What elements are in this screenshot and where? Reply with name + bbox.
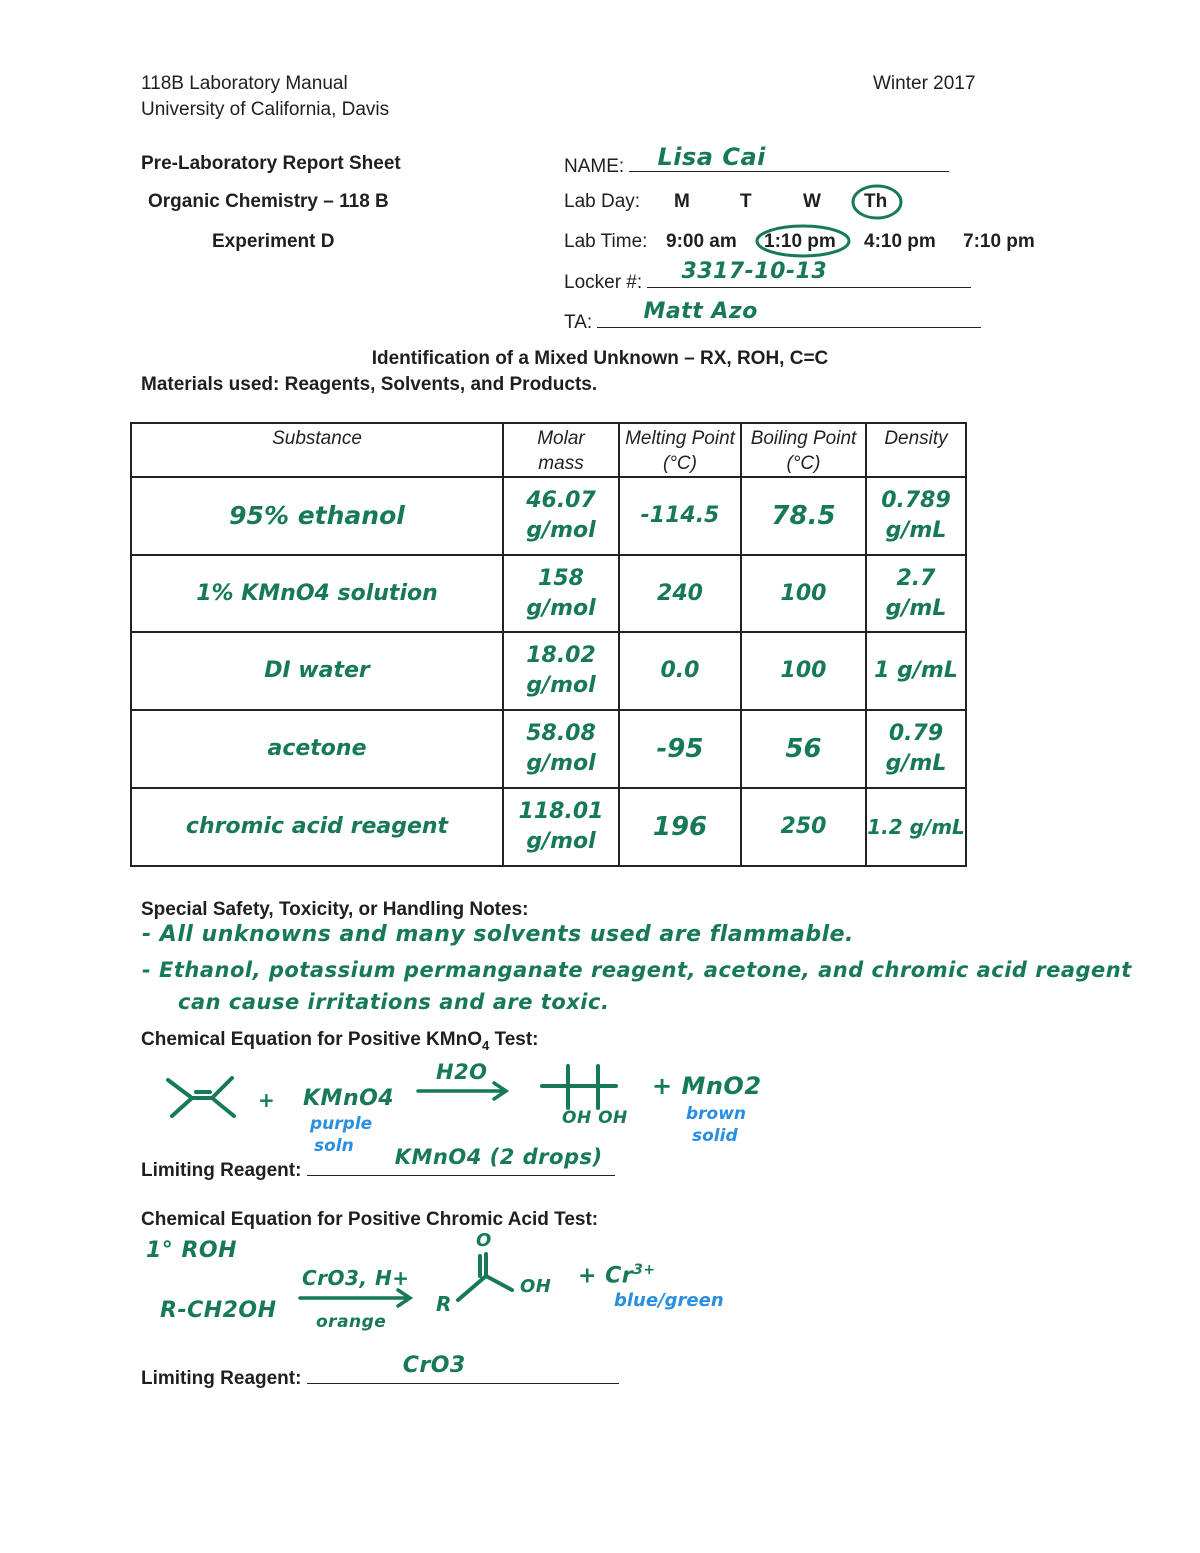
carboxylic-acid-structure bbox=[458, 1254, 512, 1300]
lab-time-900[interactable]: 9:00 am bbox=[666, 231, 737, 252]
kmno4-equation-label: Chemical Equation for Positive KMnO$_4$ Test: bbox=[141, 1029, 539, 1053]
limiting-reagent-1-label: Limiting Reagent: bbox=[141, 1160, 302, 1181]
kmno4-reagent-note-1: purple bbox=[310, 1114, 373, 1134]
safety-note-2b: can cause irritations and are toxic. bbox=[178, 990, 610, 1014]
header-substance: Substance bbox=[131, 423, 503, 477]
cell-boiling-point: 100 bbox=[741, 555, 866, 632]
section-title: Identification of a Mixed Unknown – RX, ROH, C=C bbox=[371, 348, 829, 369]
cell-molar-mass: 58.08 g/mol bbox=[503, 710, 619, 788]
header-molar-mass: Molar mass bbox=[503, 423, 619, 477]
safety-label: Special Safety, Toxicity, or Handling Notes: bbox=[141, 899, 529, 920]
cell-density: 0.79 g/mL bbox=[866, 710, 966, 788]
cell-melting-point: 196 bbox=[619, 788, 741, 866]
course-name: Organic Chemistry – 118 B bbox=[148, 191, 389, 212]
limiting-reagent-2-label: Limiting Reagent: bbox=[141, 1368, 302, 1389]
limiting-reagent-2-blank bbox=[307, 1353, 619, 1384]
chromic-product-note: blue/green bbox=[614, 1290, 724, 1311]
chromic-over-arrow: CrO3, H+ bbox=[302, 1266, 410, 1290]
safety-note-2a: - Ethanol, potassium permanganate reagent, acetone, and chromic acid reagent bbox=[142, 958, 1132, 982]
lab-time-410[interactable]: 4:10 pm bbox=[864, 231, 936, 252]
ta-value: Matt Azo bbox=[643, 299, 758, 324]
kmno4-product-2: + MnO2 bbox=[652, 1072, 762, 1100]
kmno4-reagent-note-2: soln bbox=[314, 1136, 354, 1156]
cell-molar-mass: 118.01 g/mol bbox=[503, 788, 619, 866]
cell-boiling-point: 78.5 bbox=[741, 477, 866, 555]
product-2-note-2: solid bbox=[692, 1126, 738, 1146]
lab-day-t[interactable]: T bbox=[740, 191, 752, 212]
kmno4-over-arrow: H2O bbox=[436, 1060, 488, 1084]
reaction-arrow-2 bbox=[300, 1290, 410, 1306]
diol-oh-label: OH OH bbox=[562, 1108, 628, 1128]
cell-substance: 95% ethanol bbox=[131, 477, 503, 555]
acid-oh-label: OH bbox=[520, 1276, 552, 1297]
cell-substance: DI water bbox=[131, 632, 503, 710]
chromic-product-2: + $Cr^{3+}$ bbox=[578, 1262, 656, 1289]
cell-boiling-point: 100 bbox=[741, 632, 866, 710]
name-value: Lisa Cai bbox=[657, 143, 766, 171]
cell-density: 2.7 g/mL bbox=[866, 555, 966, 632]
name-label: NAME: bbox=[564, 156, 625, 177]
lab-time-circle bbox=[757, 226, 849, 256]
lab-day-label: Lab Day: bbox=[564, 191, 641, 212]
cell-melting-point: 0.0 bbox=[619, 632, 741, 710]
chromic-under-arrow: orange bbox=[316, 1312, 387, 1332]
lab-day-w[interactable]: W bbox=[803, 191, 821, 212]
cell-substance: 1% KMnO4 solution bbox=[131, 555, 503, 632]
cell-substance: acetone bbox=[131, 710, 503, 788]
alcohol-type: 1° ROH bbox=[146, 1238, 238, 1263]
manual-title: 118B Laboratory Manual bbox=[141, 73, 348, 94]
cell-boiling-point: 56 bbox=[741, 710, 866, 788]
locker-label: Locker #: bbox=[564, 272, 643, 293]
product-2-note-1: brown bbox=[686, 1104, 747, 1124]
cell-density: 1 g/mL bbox=[866, 632, 966, 710]
cell-density: 0.789 g/mL bbox=[866, 477, 966, 555]
acid-r-label: R bbox=[436, 1292, 452, 1316]
university-name: University of California, Davis bbox=[141, 99, 390, 120]
limiting-reagent-2[interactable] bbox=[141, 1353, 619, 1390]
kmno4-plus-1: + bbox=[258, 1088, 276, 1112]
cell-molar-mass: 158 g/mol bbox=[503, 555, 619, 632]
lab-time-710[interactable]: 7:10 pm bbox=[963, 231, 1035, 252]
carbonyl-oxygen: O bbox=[476, 1230, 492, 1251]
alkene-structure bbox=[168, 1078, 234, 1116]
cell-melting-point: 240 bbox=[619, 555, 741, 632]
lab-day-th[interactable]: Th bbox=[864, 191, 888, 212]
cell-molar-mass: 46.07 g/mol bbox=[503, 477, 619, 555]
kmno4-reagent: KMnO4 bbox=[303, 1086, 395, 1111]
locker-value: 3317-10-13 bbox=[681, 259, 828, 284]
reaction-arrow-1 bbox=[418, 1083, 506, 1099]
cell-melting-point: -114.5 bbox=[619, 477, 741, 555]
sheet-title: Pre-Laboratory Report Sheet bbox=[141, 153, 401, 174]
lab-time-110[interactable]: 1:10 pm bbox=[764, 231, 836, 252]
limiting-reagent-2-value: CrO3 bbox=[402, 1353, 466, 1378]
cell-molar-mass: 18.02 g/mol bbox=[503, 632, 619, 710]
materials-heading: Materials used: Reagents, Solvents, and Products. bbox=[141, 374, 598, 395]
cell-boiling-point: 250 bbox=[741, 788, 866, 866]
header-melting-point: Melting Point (°C) bbox=[619, 423, 741, 477]
header-density: Density bbox=[866, 423, 966, 477]
term: Winter 2017 bbox=[873, 73, 976, 94]
lab-day-m[interactable]: M bbox=[674, 191, 690, 212]
cell-density: 1.2 g/mL bbox=[866, 788, 966, 866]
experiment-name: Experiment D bbox=[212, 231, 335, 252]
cell-melting-point: -95 bbox=[619, 710, 741, 788]
lab-time-label: Lab Time: bbox=[564, 231, 648, 252]
cell-substance: chromic acid reagent bbox=[131, 788, 503, 866]
lab-day-circle bbox=[853, 186, 901, 218]
safety-note-1: - All unknowns and many solvents used are flammable. bbox=[142, 922, 854, 947]
ta-label: TA: bbox=[564, 312, 593, 333]
diol-structure bbox=[542, 1066, 616, 1108]
chromic-equation-label: Chemical Equation for Positive Chromic Acid Test: bbox=[141, 1209, 599, 1230]
header-boiling-point: Boiling Point (°C) bbox=[741, 423, 866, 477]
limiting-reagent-1-value: KMnO4 (2 drops) bbox=[394, 1145, 603, 1169]
chromic-reactant: R-CH2OH bbox=[160, 1298, 277, 1323]
